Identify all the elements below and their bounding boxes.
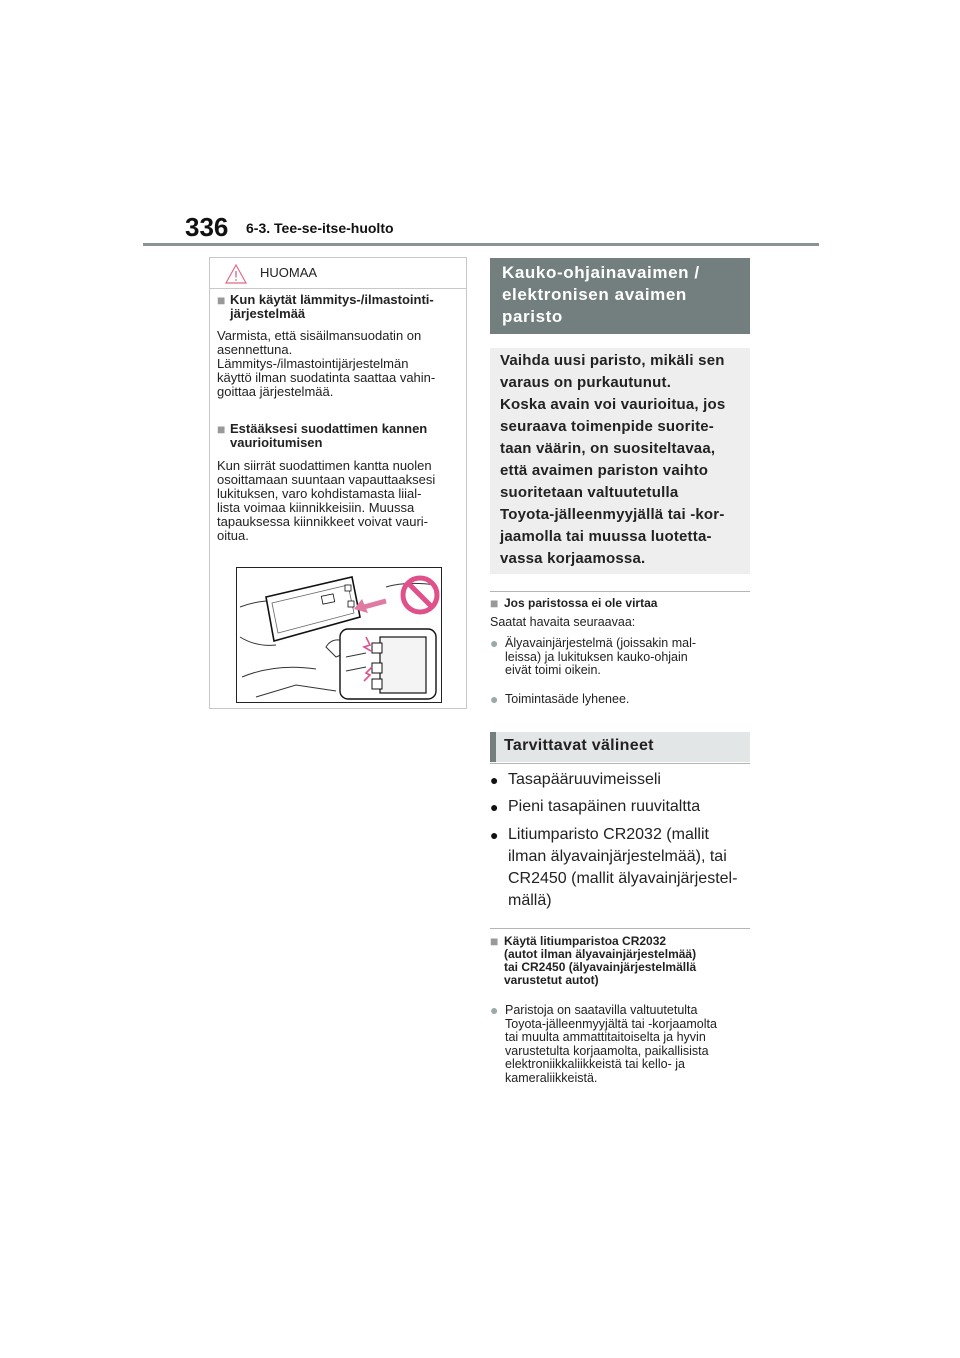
divider [490, 928, 750, 929]
list-item-line: Toimintasäde lyhenee. [505, 692, 630, 706]
tool-item [490, 796, 755, 818]
tool-item [490, 824, 755, 912]
bullet-icon: ● [490, 827, 499, 843]
caution-heading-line: Kun käytät lämmitys-/ilmastointi- [230, 292, 434, 307]
battery-note-heading-line: varustetut autot) [504, 973, 599, 987]
list-item-line: kameraliikkeistä. [505, 1070, 598, 1085]
divider [490, 591, 750, 592]
circle-bullet-icon: ● [490, 1002, 499, 1018]
caution-body-line: Lämmitys-/ilmastointijärjestelmän [217, 356, 409, 371]
list-item-line: leissa) ja lukituksen kauko-ohjain [505, 649, 688, 664]
intro-line: jaamolla tai muussa luotetta- [500, 528, 712, 545]
square-bullet-icon: ■ [217, 292, 226, 308]
section-heading-line: elektronisen avaimen [502, 285, 687, 304]
intro-line: Vaihda uusi paristo, mikäli sen [500, 352, 725, 369]
bullet-icon: ● [490, 799, 499, 815]
caution-body-line: tapauksessa kiinnikkeet voivat vauri- [217, 514, 428, 529]
header-rule [143, 243, 819, 246]
caution-heading-line: järjestelmää [230, 306, 306, 321]
tools-heading: Tarvittavat välineet [504, 737, 654, 754]
warning-triangle-icon [225, 264, 247, 284]
section-title: 6-3. Tee-se-itse-huolto [246, 220, 394, 236]
tool-item-line: Pieni tasapäinen ruuvitaltta [508, 798, 701, 815]
tool-item-line: mällä) [508, 892, 552, 909]
caution-body-line: goittaa järjestelmää. [217, 384, 334, 399]
list-item-line: Älyavainjärjestelmä (joissakin mal- [505, 636, 697, 650]
list-item-line: tai muulta ammattitaitoiselta ja hyvin [505, 1030, 706, 1044]
intro-line: että avaimen pariston vaihto [500, 462, 709, 479]
intro-line: taan väärin, on suositeltavaa, [500, 440, 716, 457]
intro-line: seuraava toimenpide suorite- [500, 418, 714, 435]
caution-body-line: lista voimaa kiinnikkeisiin. Muussa [217, 500, 415, 515]
list-item-line: varustetulta korjaamolta, paikallisista [505, 1043, 709, 1058]
battery-note-heading-line: Käytä litiumparistoa CR2032 [504, 934, 667, 948]
divider [490, 763, 750, 764]
section-heading-line: paristo [502, 307, 563, 326]
square-bullet-icon: ■ [490, 933, 499, 949]
bullet-icon: ● [490, 772, 499, 788]
caution-body-2 [217, 459, 453, 543]
page-number: 336 [185, 212, 229, 242]
tool-item-line: Litiumparisto CR2032 (mallit [508, 826, 709, 843]
caution-heading-line: vaurioitumisen [230, 435, 323, 450]
tool-item [490, 769, 755, 791]
list-item-line: eivät toimi oikein. [505, 663, 601, 677]
caution-body-line: oitua. [217, 528, 249, 543]
caution-body-line: asennettuna. [217, 342, 293, 357]
section-heading-line: Kauko-ohjainavaimen / [502, 263, 700, 282]
list-item-line: Paristoja on saatavilla valtuutetulta [505, 1003, 698, 1017]
dead-battery-intro: Saatat havaita seuraavaa: [490, 615, 636, 629]
section-title-box [490, 258, 750, 334]
circle-bullet-icon: ● [490, 691, 499, 707]
intro-box [490, 348, 750, 574]
filter-cover-illustration [236, 567, 442, 703]
intro-line: Toyota-jälleenmyyjällä tai -kor- [500, 506, 725, 523]
tool-item-line: ilman älyavainjärjestelmää), tai [508, 848, 727, 865]
caution-label: HUOMAA [260, 265, 318, 280]
caution-body-1 [217, 329, 453, 399]
caution-box [209, 257, 467, 709]
square-bullet-icon: ■ [217, 421, 226, 437]
heading-accent-bar [490, 732, 496, 762]
battery-note-heading-line: tai CR2450 (älyavainjärjestelmällä [504, 960, 697, 974]
tools-heading-box [490, 732, 750, 762]
list-item-line: elektroniikkaliikkeistä tai kello- ja [505, 1057, 685, 1071]
caution-body-line: lukituksen, varo kohdistamasta liial- [217, 486, 422, 501]
caution-body-line: Varmista, että sisäilmansuodatin on [217, 328, 422, 343]
caution-body-line: käyttö ilman suodatinta saattaa vahin- [217, 370, 436, 385]
tool-item-line: Tasapääruuvimeisseli [508, 771, 661, 788]
circle-bullet-icon: ● [490, 635, 499, 651]
dead-battery-heading-text: Jos paristossa ei ole virtaa [504, 596, 658, 610]
list-item-line: Toyota-jälleenmyyjältä tai -korjaamolta [505, 1016, 717, 1031]
caution-body-line: osoittamaan suuntaan vapauttaaksesi [217, 472, 436, 487]
intro-line: vassa korjaamossa. [500, 550, 646, 567]
intro-line: Koska avain voi vaurioitua, jos [500, 396, 726, 413]
square-bullet-icon: ■ [490, 595, 499, 611]
caution-header [210, 258, 466, 289]
battery-note-heading-line: (autot ilman älyavainjärjestelmää) [504, 947, 697, 961]
caution-body-line: Kun siirrät suodattimen kantta nuolen [217, 458, 432, 473]
caution-heading-line: Estääksesi suodattimen kannen [230, 421, 428, 436]
intro-line: varaus on purkautunut. [500, 374, 672, 391]
intro-line: suoritetaan valtuutetulla [500, 484, 679, 501]
tool-item-line: CR2450 (mallit älyavainjärjestel- [508, 870, 738, 887]
